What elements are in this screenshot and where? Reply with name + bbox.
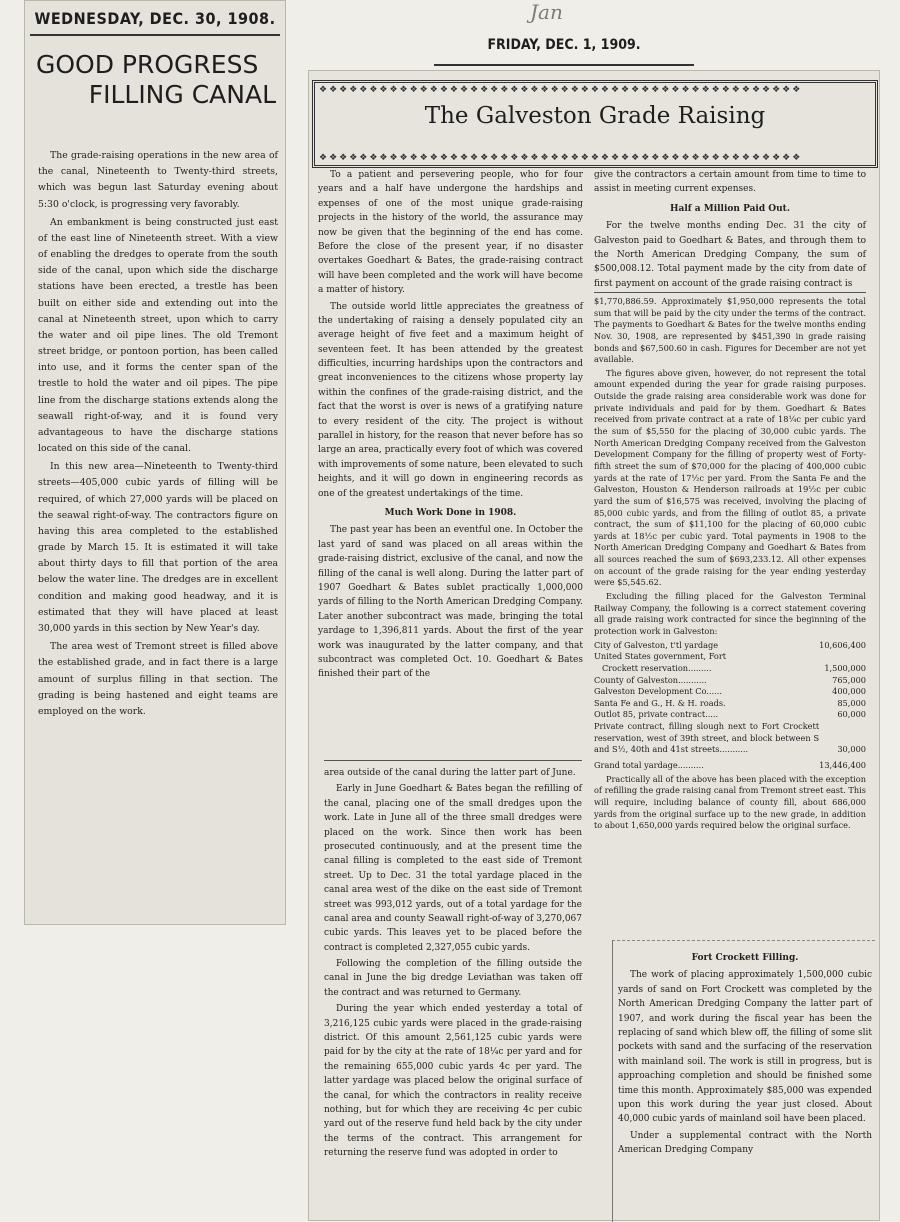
- column-right-bottom: [618, 946, 872, 1159]
- column-middle-bottom: [324, 766, 582, 1163]
- article-paragraph: give the contractors a certain amount from time to time to assist in meeting current expenses.: [594, 170, 866, 195]
- table-cell-value: 85,000: [837, 697, 866, 708]
- right-dateline: FRIDAY, DEC. 1, 1909.: [434, 20, 694, 66]
- column-divider: [594, 292, 866, 293]
- column-right-top: [594, 168, 866, 293]
- article-paragraph: During the year which ended yesterday a total of 3,216,125 cubic yards were placed in the grade-raising district. Of this amount 2,561,125 cubic yards were paid for by the city at the rate of 18¼c per yard and for the remaining 655,000 cubic yards 4c per yard. The latter yardage was placed below the original surface of the canal, for which the contractors in reality receive nothing, but for which they are receiving 4c per cubic yard out of the reserve fund held back by the city under the terms of the contract. This arrangement for returning the reserve fund was adopted in order to: [324, 1004, 582, 1159]
- article-paragraph: The outside world little appreciates the greatness of the undertaking of raising a densely populated city an average height of five feet and a maximum height of seventeen feet. It has been attended by the greatest difficulties, incurring hardships upon the contractors and great inconveniences to the citizens whose property lay within the confines of the grade-raising district, and the fact that the worst is over is news of a gratifying nature to every resident of the city. The project is without parallel in history, for the reason that never before has so large an area, practically every foot of which was covered with improvements of some nature, been elevated to such heights, and it will go down in engineering records as one of the greatest undertakings of the time.: [318, 301, 583, 499]
- table-cell-label: Grand total yardage..........: [594, 759, 704, 770]
- table-cell-label: County of Galveston...........: [594, 674, 707, 685]
- subheading-much-work: Much Work Done in 1908.: [384, 507, 517, 518]
- article-paragraph: area outside of the canal during the latter part of June.: [324, 768, 576, 778]
- table-row: [594, 640, 866, 652]
- table-cell-value: 30,000: [837, 744, 866, 755]
- table-cell-value: 13,446,400: [819, 759, 866, 770]
- ornament-border-bottom: ❖❖❖❖❖❖❖❖❖❖❖❖❖❖❖❖❖❖❖❖❖❖❖❖❖❖❖❖❖❖❖❖❖❖❖❖❖❖❖❖❖❖❖❖❖❖❖❖: [319, 153, 803, 163]
- left-article-body: [38, 148, 278, 722]
- article-paragraph: For the twelve months ending Dec. 31 the city of Galveston paid to Goedhart & Bates, and through them to the North American Dredging Company, the sum of $500,008.12. Total payment made by the city from date of first payment on account of the grade raising contract is: [594, 221, 866, 289]
- table-cell-value: 765,000: [832, 674, 866, 685]
- table-cell-value: 60,000: [837, 709, 866, 720]
- column-right-middle: [594, 296, 866, 834]
- article-paragraph: Early in June Goedhart & Bates began the refilling of the canal, placing one of the small dredges upon the work. Late in June all of the three small dredges were placed on the work. Since then work has been prosecuted continuously, and at the present time the canal filling is completed to the east side of Tremont street. Up to Dec. 31 the total yardage placed in the canal area west of the dike on the east side of Tremont street was 993,012 yards, out of a total yardage for the canal area and county Seawall right-of-way of 3,270,067 cubic yards. This leaves yet to be placed before the contract is completed 2,327,055 cubic yards.: [324, 784, 582, 953]
- article-paragraph: The grade-raising operations in the new area of the canal, Nineteenth to Twenty-third streets, which was begun last Saturday evening about 5:30 o'clock, is progressing very favorably.: [38, 150, 278, 210]
- table-row: [594, 663, 866, 675]
- subheading-fort-crockett: Fort Crockett Filling.: [691, 953, 799, 963]
- left-headline: [36, 50, 276, 110]
- column-middle-top: [318, 168, 583, 684]
- table-cell-label: Santa Fe and G., H. & H. roads.: [594, 697, 726, 708]
- table-cell-value: 10,606,400: [819, 639, 866, 650]
- article-paragraph: In this new area—Nineteenth to Twenty-third streets—405,000 cubic yards of filling will be required, of which 27,000 yards will be placed on the seawal right-of-way. The contractors figure on having this area completed to the established grade by March 15. It is estimated it will take about thirty days to fill that portion of the area below the water line. The dredges are in excellent condition and making good headway, and it is estimated that they will have placed at least 30,000 yards in this section by New Year's day.: [38, 461, 278, 634]
- article-paragraph: The area west of Tremont street is filled above the established grade, and in fact there is a large amount of surplus filling in that section. The grading is being hastened and eight teams are employed on the work.: [38, 641, 278, 717]
- table-cell-label: United States government, Fort: [594, 651, 727, 662]
- table-row: [594, 651, 866, 663]
- table-cell-label: City of Galveston, t'tl yardage: [594, 639, 719, 650]
- article-title-box: [312, 80, 878, 168]
- table-row: [594, 675, 866, 687]
- table-cell-value: 400,000: [832, 686, 866, 697]
- yardage-table: [594, 640, 866, 772]
- ornament-border-top: ❖❖❖❖❖❖❖❖❖❖❖❖❖❖❖❖❖❖❖❖❖❖❖❖❖❖❖❖❖❖❖❖❖❖❖❖❖❖❖❖❖❖❖❖❖❖❖❖: [319, 85, 803, 95]
- table-cell-value: [819, 651, 866, 663]
- table-row-total: [594, 756, 866, 772]
- article-paragraph: $1,770,886.59. Approximately $1,950,000 represents the total sum that will be paid by the city under the terms of the contract. The payments to Goedhart & Bates for the twelve months ending Nov. 30, 1908, are represented by $451,390 in grade raising bonds and $67,500.60 in cash. Figures for December are not yet available.: [594, 296, 866, 365]
- handwritten-note: Jan: [530, 0, 563, 24]
- table-cell-label: Private contract, filling slough next to Fort Crockett reservation, west of 39th street, and block between S and S½, 40th and 41st streets...........: [594, 721, 820, 755]
- table-cell-label: Outlot 85, private contract.....: [594, 709, 719, 720]
- table-row: [594, 686, 866, 698]
- table-row: [594, 721, 866, 756]
- table-cell-value: 1,500,000: [824, 662, 866, 673]
- article-paragraph: Excluding the filling placed for the Galveston Terminal Railway Company, the following is a correct statement covering all grade raising work contracted for since the beginning of the protection work in Galveston:: [594, 591, 866, 636]
- article-paragraph: The figures above given, however, do not represent the total amount expended during the year for grade raising purposes. Outside the grade raising area considerable work was done for private individuals and paid for by them. Goedhart & Bates received from private contract at a rate of 18¼c per cubic yard the sum of $5,550 for the placing of 30,000 cubic yards. The North American Dredging Company received from the Galveston Development Company for the filling of property west of Forty-fifth street the sum of $70,000 for the placing of 400,000 cubic yards at the rate of 17½c per yard. From the Santa Fe and the Galveston, Houston & Henderson railroads at 19½c per cubic yard the sum of $16,575 was received, involving the placing of 85,000 cubic yards, and from the filling of outlot 85, a private contract, the sum of $11,100 for the placing of 60,000 cubic yards at 18½c per cubic yard. Total payments in 1908 to the North American Dredging Company and Goedhart & Bates from all sources reached the sum of $693,233.12. All other expenses on account of the grade raising for the year ending yesterday were $5,545.62.: [594, 367, 866, 588]
- table-cell-label: Galveston Development Co......: [594, 686, 722, 697]
- article-paragraph: Under a supplemental contract with the North American Dredging Company: [618, 1130, 872, 1156]
- article-paragraph: Practically all of the above has been placed with the exception of refilling the grade raising canal from Tremont street east. This will require, including balance of county fill, about 686,000 yards from the original surface up to the new grade, in addition to about 1,650,000 yards required below the original surface.: [594, 773, 866, 831]
- headline-line-1: GOOD PROGRESS: [36, 50, 259, 79]
- article-paragraph: The past year has been an eventful one. In October the last yard of sand was placed on all areas within the grade-raising district, exclusive of the canal, and now the filling of the canal is well along. During the latter part of 1907 Goedhart & Bates sublet practically 1,000,000 yards of filling to the North American Dredging Company. Later another subcontract was made, bringing the total yardage to 1,396,811 yards. About the first of the year work was inaugurated by the latter company, and that subcontract was completed Oct. 10. Goedhart & Bates finished their part of the: [318, 525, 583, 680]
- article-title: The Galveston Grade Raising: [424, 103, 766, 129]
- subheading-half-million: Half a Million Paid Out.: [670, 203, 790, 214]
- table-cell-label: Crockett reservation.........: [602, 662, 712, 673]
- table-row: [594, 709, 866, 721]
- article-paragraph: Following the completion of the filling outside the canal in June the big dredge Leviathan was taken off the contract and was returned to Germany.: [324, 959, 582, 998]
- article-paragraph: The work of placing approximately 1,500,000 cubic yards of sand on Fort Crockett was completed by the North American Dredging Company the latter part of 1907, and work during the fiscal year has been the replacing of sand which blew off, the filling of some slit pockets with sand and the surfacing of the reservation with mainland soil. The work is still in progress, but is approaching completion and should be finished some time this month. Approximately $85,000 was expended upon this work during the year just closed. About 40,000 cubic yards of mainland soil have been placed.: [618, 970, 872, 1125]
- left-dateline: WEDNESDAY, DEC. 30, 1908.: [30, 4, 280, 36]
- article-paragraph: An embankment is being constructed just east of the east line of Nineteenth street. With a view of enabling the dredges to operate from the south side of the canal, upon which side the discharge stations have been erected, a trestle has been built on either side and extending out into the canal at Nineteenth street, upon which to carry the water and oil pipe lines. The old Tremont street bridge, or pontoon portion, has been called into use, and it forms the center span of the trestle to hold the water and oil pipes. The pipe line from the discharge stations extends along the seawall right-of-way, and it is found very advantageous to have the discharge stations located on this side of the canal.: [38, 216, 278, 455]
- table-row: [594, 698, 866, 710]
- article-paragraph: To a patient and persevering people, who for four years and a half have undergone the hardships and expenses of one of the most unique grade-raising projects in the history of the world, the assurance may now be given that the beginning of the end has come. Before the close of the present year, if no disaster overtakes Goedhart & Bates, the grade-raising contract will have been completed and the work will have become a matter of history.: [318, 170, 583, 296]
- headline-line-2: FILLING CANAL: [88, 80, 276, 109]
- column-divider: [324, 760, 582, 761]
